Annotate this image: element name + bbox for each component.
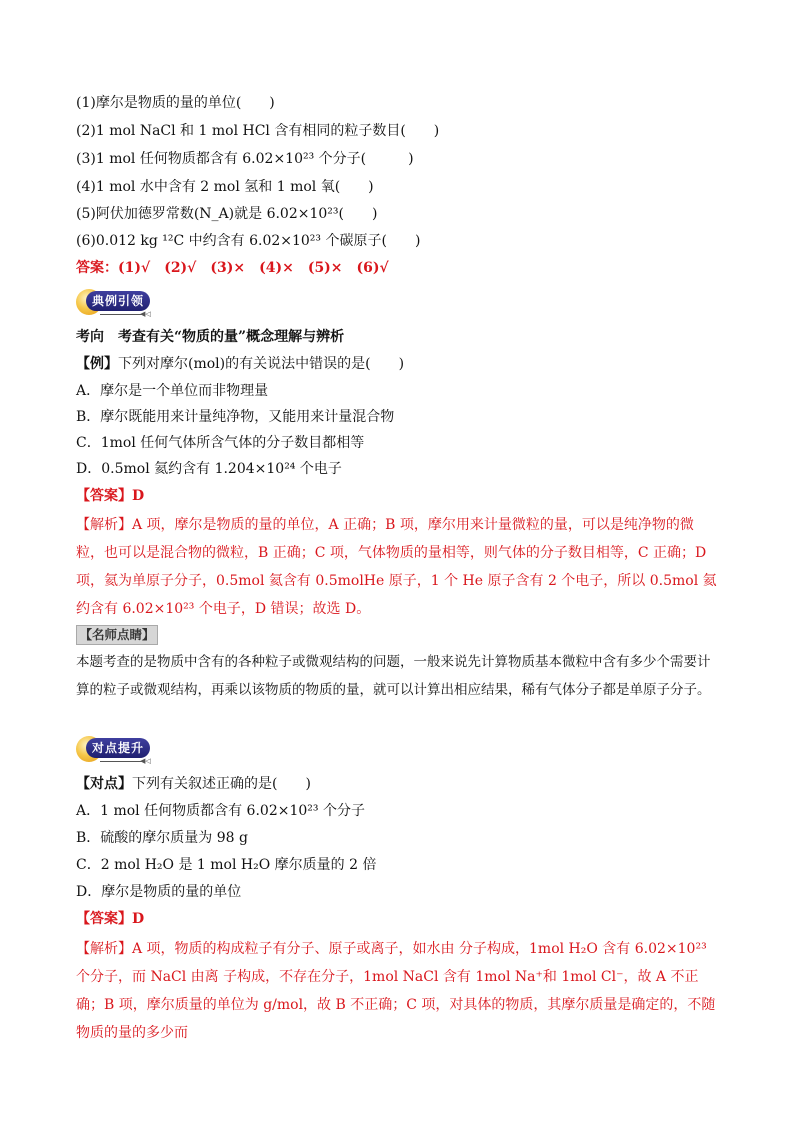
practice-option-b: B．硫酸的摩尔质量为 98 g [76,830,248,846]
example-question-text: 下列对摩尔(mol)的有关说法中错误的是( ) [118,356,405,372]
example-option-a: A．摩尔是一个单位而非物理量 [76,383,269,399]
section-badge-examples [76,287,160,321]
teacher-tip-text: 本题考查的是物质中含有的各种粒子或微观结构的问题，一般来说先计算物质基本微粒中含有多少个需要计算的粒子或微观结构，再乘以该物质的物质的量，就可以计算出相应结果，稀有气体分子都是单原子分子。 [76,654,711,698]
judgment-item-2: (2)1 mol NaCl 和 1 mol HCl 含有相同的粒子数目( ) [76,123,440,139]
practice-analysis: 【解析】A 项，物质的构成粒子有分子、原子或离子，如水由 分子构成，1mol H₂O 含有 6.02×10²³ 个分子，而 NaCl 由离 子构成，不存在分子，1mol NaCl 含有 1mol Na⁺和 1mol Cl⁻，故 A 不正确；B 项，摩尔质量的单位为 g/mol，故 B 不正确；C 项，对具体的物质，其摩尔质量是确定的，不随物质的量的多少而 [76,941,716,1041]
badge-label: 对点提升 [86,738,150,758]
example-option-b: B．摩尔既能用来计量纯净物，又能用来计量混合物 [76,409,395,425]
example-option-d: D．0.5mol 氦约含有 1.204×10²⁴ 个电子 [76,461,342,477]
badge-arrow-icon: ◀◁ [140,757,151,765]
practice-question-text: 下列有关叙述正确的是( ) [132,776,311,792]
section-badge-practice [76,734,160,768]
judgment-answer: 答案：(1)√ (2)√ (3)× (4)× (5)× (6)√ [76,260,389,276]
badge-arrow-icon: ◀◁ [140,310,151,318]
example-question [76,355,404,373]
judgment-item-6: (6)0.012 kg ¹²C 中约含有 6.02×10²³ 个碳原子( ) [76,233,421,249]
example-option-c: C．1mol 任何气体所含气体的分子数目都相等 [76,435,365,451]
practice-option-c: C．2 mol H₂O 是 1 mol H₂O 摩尔质量的 2 倍 [76,857,377,873]
practice-question [76,775,311,793]
judgment-item-1: (1)摩尔是物质的量的单位( ) [76,95,275,111]
practice-answer: 【答案】D [76,911,145,927]
practice-tag: 【对点】 [76,776,132,792]
practice-option-d: D．摩尔是物质的量的单位 [76,884,242,900]
judgment-item-4: (4)1 mol 水中含有 2 mol 氢和 1 mol 氧( ) [76,179,374,195]
badge-label: 典例引领 [86,291,150,311]
judgment-item-3: (3)1 mol 任何物质都含有 6.02×10²³ 个分子( ) [76,151,414,167]
teacher-tip-label: 【名师点睛】 [76,625,158,645]
example-answer: 【答案】D [76,488,145,504]
example-analysis: 【解析】A 项，摩尔是物质的量的单位，A 正确；B 项，摩尔用来计量微粒的量，可以是纯净物的微粒，也可以是混合物的微粒，B 正确；C 项，气体物质的量相等，则气体的分子数目相等，C 正确；D 项，氦为单原子分子，0.5mol 氦含有 0.5molHe 原子，1 个 He 原子含有 2 个电子，所以 0.5mol 氦约含有 6.02×10²³ 个电子，D 错误；故选 D。 [76,517,717,617]
practice-option-a: A．1 mol 任何物质都含有 6.02×10²³ 个分子 [76,803,365,819]
judgment-item-5: (5)阿伏加德罗常数(N_A)就是 6.02×10²³( ) [76,206,378,222]
topic-title: 考向 考查有关“物质的量”概念理解与辨析 [76,329,345,345]
example-tag: 【例】 [76,356,118,372]
